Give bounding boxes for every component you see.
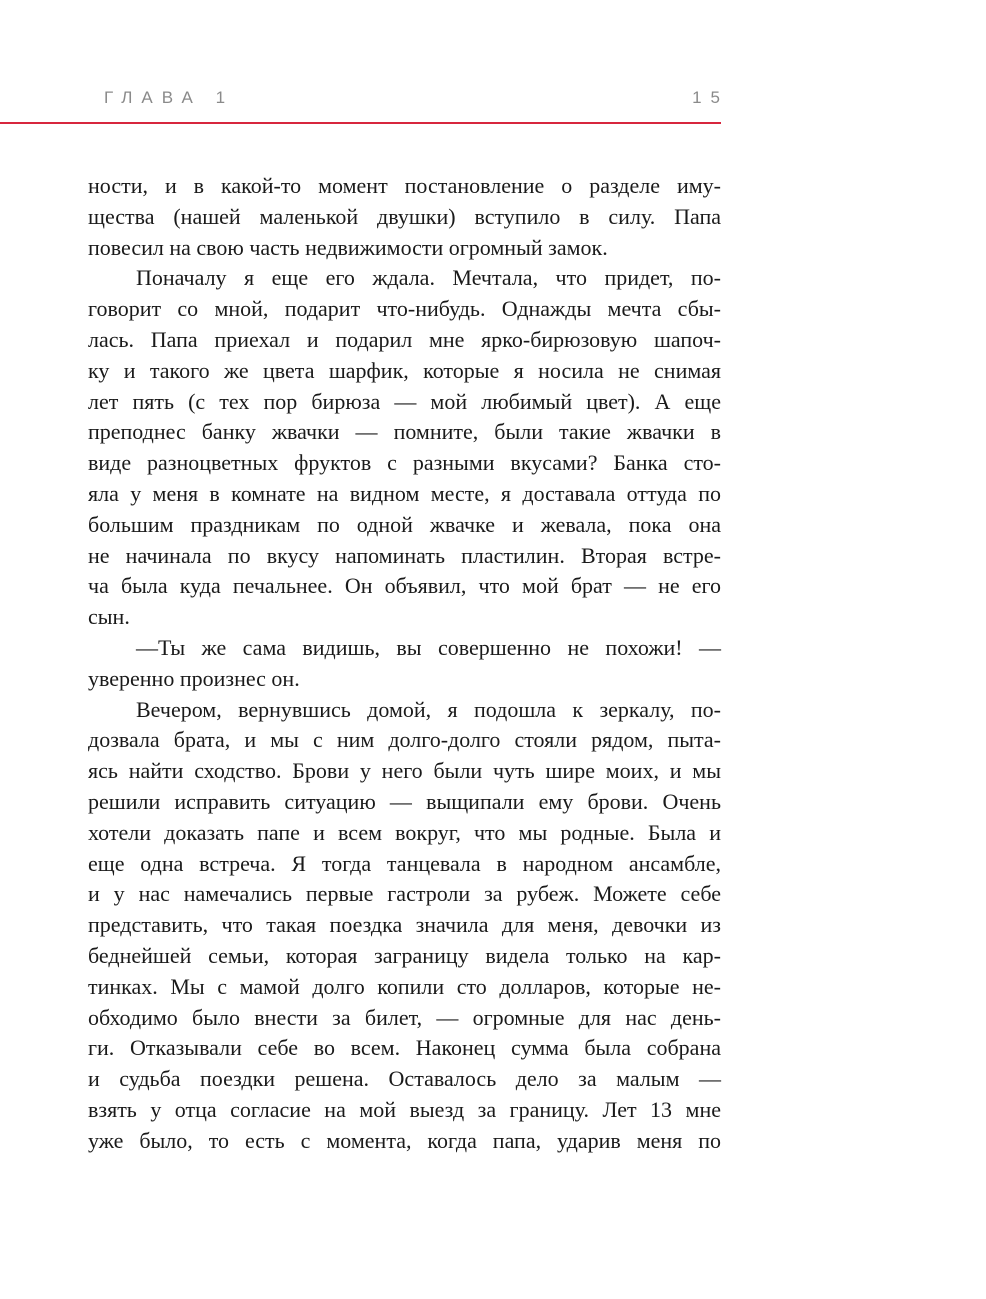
text-line: преподнес банку жвачки — помните, были такие жвачки в [88,419,721,445]
text-line: обходимо было внести за билет, — огромные для нас день- [88,1004,721,1030]
text-line: представить, что такая поездка значила для меня, девочки из [88,912,721,938]
body-text [88,171,721,1157]
text-line: тинках. Мы с мамой долго копили сто долларов, которые не- [88,973,721,999]
header-rule [0,122,721,124]
text-line: яла у меня в комнате на видном месте, я доставала оттуда по [88,480,721,506]
chapter-title: ГЛАВА 1 [104,88,235,107]
running-head [104,88,729,114]
text-line: ку и такого же цвета шарфик, которые я носила не снимая [88,357,721,383]
text-line: уверенно произнес он. [88,665,300,691]
text-line: взять у отца согласие на мой выезд за границу. Лет 13 мне [88,1096,721,1122]
text-line: и у нас намечались первые гастроли за рубеж. Можете себе [88,881,721,907]
text-line: виде разноцветных фруктов с разными вкусами? Банка сто- [88,450,721,476]
text-line: ча была куда печальнее. Он объявил, что мой брат — не его [88,573,721,599]
text-line: уже было, то есть с момента, когда папа, ударив меня по [88,1127,721,1153]
text-line: большим праздникам по одной жвачке и жевала, пока она [88,511,721,537]
text-line: и судьба поездки решена. Оставалось дело за малым — [88,1066,721,1092]
text-line: еще одна встреча. Я тогда танцевала в народном ансамбле, [88,850,721,876]
text-line: щества (нашей маленькой двушки) вступило в силу. Папа [88,203,721,229]
text-line: ности, и в какой-то момент постановление о разделе иму- [88,173,721,198]
text-line: Поначалу я еще его ждала. Мечтала, что придет, по- [136,265,721,291]
text-line: лась. Папа приехал и подарил мне ярко-бирюзовую шапоч- [88,326,721,352]
text-line: беднейшей семьи, которая заграницу видела только на кар- [88,942,721,968]
text-line: сын. [88,604,130,630]
text-line: лет пять (с тех пор бирюза — мой любимый цвет). А еще [88,388,721,414]
text-line: хотели доказать папе и всем вокруг, что мы родные. Была и [88,819,721,845]
text-line: говорит со мной, подарит что-нибудь. Однажды мечта сбы- [88,296,721,322]
text-line: ги. Отказывали себе во всем. Наконец сумма была собрана [88,1035,721,1061]
page-number: 15 [692,88,729,107]
text-line: Вечером, вернувшись домой, я подошла к зеркалу, по- [136,696,721,722]
text-line: не начинала по вкусу напоминать пластилин. Вторая встре- [88,542,721,568]
text-line: повесил на свою часть недвижимости огромный замок. [88,234,608,260]
text-line: ясь найти сходство. Брови у него были чуть шире моих, и мы [88,758,721,784]
text-line: —Ты же сама видишь, вы совершенно не похожи! — [136,634,721,660]
text-line: решили исправить ситуацию — выщипали ему брови. Очень [88,788,721,814]
text-line: дозвала брата, и мы с ним долго-долго стояли рядом, пыта- [88,727,721,753]
